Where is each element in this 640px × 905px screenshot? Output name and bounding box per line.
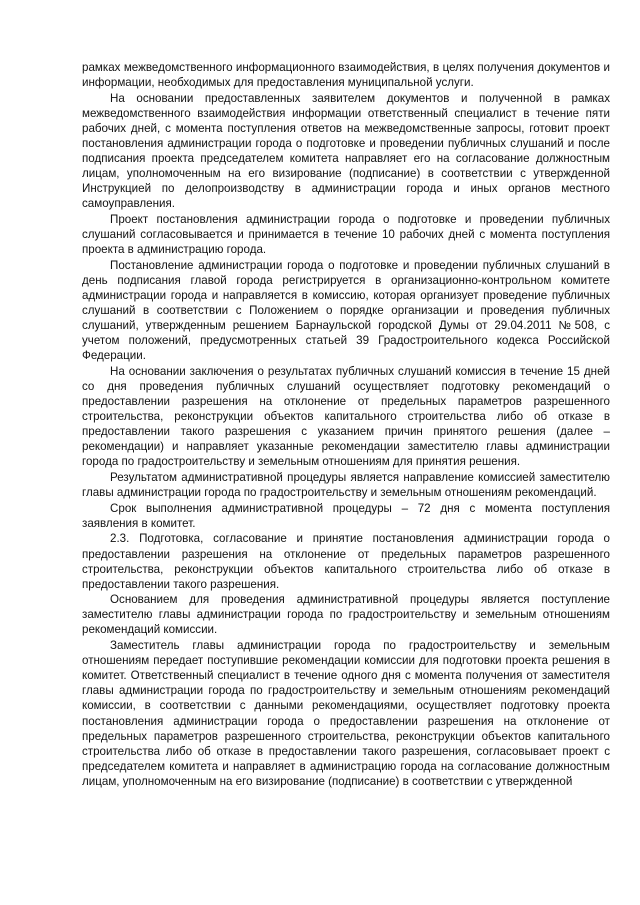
paragraph: Постановление администрации города о подготовке и проведении публичных слушаний в день подписания главой города регистрируется в организационно-контрольном комитете администрации города и направляется в комиссию, которая организует проведение публичных слушаний в соответствии с Положением о порядке организации и проведения публичных слушаний, утвержденным решением Барнаульской городской Думы от 29.04.2011 №508, с учетом положений, предусмотренных статьей 39 Градостроительного кодекса Российской Федерации. <box>82 258 610 363</box>
paragraph: На основании заключения о результатах публичных слушаний комиссия в течение 15 дней со дня проведения публичных слушаний осуществляет подготовку рекомендаций о предоставлении разрешения на отклонение от предельных параметров разрешенного строительства, реконструкции объектов капитального строительства либо об отказе в предоставлении такого разрешения с указанием причин принятого решения (далее – рекомендации) и направляет указанные рекомендации заместителю главы администрации города по градостроительству и земельным отношениям для принятия решения. <box>82 364 610 469</box>
paragraph: рамках межведомственного информационного взаимодействия, в целях получения документов и информации, необходимых для предоставления муниципальной услуги. <box>82 61 610 90</box>
paragraph: Основанием для проведения административной процедуры является поступление заместителю главы администрации города по градостроительству и земельным отношениям рекомендаций комиссии. <box>82 593 610 637</box>
paragraph: На основании предоставленных заявителем документов и полученной в рамках межведомственного взаимодействия информации ответственный специалист в течение пяти рабочих дней, с момента поступления ответов на межведомственные запросы, готовит проект постановления администрации города о подготовке и проведении публичных слушаний и после подписания проекта председателем комитета направляет его на согласование должностным лицам, уполномоченным на его визирование (подписание) в соответствии с утвержденной Инструкцией по делопроизводству в администрации города и иных органов местного самоуправления. <box>82 91 610 211</box>
paragraph: Проект постановления администрации города о подготовке и проведении публичных слушаний согласовывается и принимается в течение 10 рабочих дней с момента поступления проекта в администрацию города. <box>82 212 610 257</box>
section-heading-paragraph: 2.3. Подготовка, согласование и принятие постановления администрации города о предоставлении разрешения на отклонение от предельных параметров разрешенного строительства, реконструкции объектов капитального строительства либо об отказе в предоставлении такого разрешения. <box>82 532 610 591</box>
document-page <box>82 60 610 790</box>
paragraph: Заместитель главы администрации города по градостроительству и земельным отношениям передает поступившие рекомендации комиссии для подготовки проекта решения в комитет. Ответственный специалист в течение одного дня с момента получения от заместителя главы администрации города по градостроительству и земельным отношениям рекомендаций комиссии, в соответствии с данными рекомендациями, осуществляет подготовку проекта постановления администрации города о предоставлении разрешения на отклонение от предельных параметров разрешенного строительства, реконструкции объектов капитального строительства либо об отказе в предоставлении такого разрешения, согласовывает проект с председателем комитета и направляет в администрацию города на согласование должностным лицам, уполномоченным на его визирование (подписание) в соответствии с утвержденной <box>82 639 610 788</box>
paragraph: Результатом административной процедуры является направление комиссией заместителю главы администрации города по градостроительству и земельным отношениям рекомендаций. <box>82 471 610 500</box>
paragraph: Срок выполнения административной процедуры – 72 дня с момента поступления заявления в комитет. <box>82 501 610 530</box>
